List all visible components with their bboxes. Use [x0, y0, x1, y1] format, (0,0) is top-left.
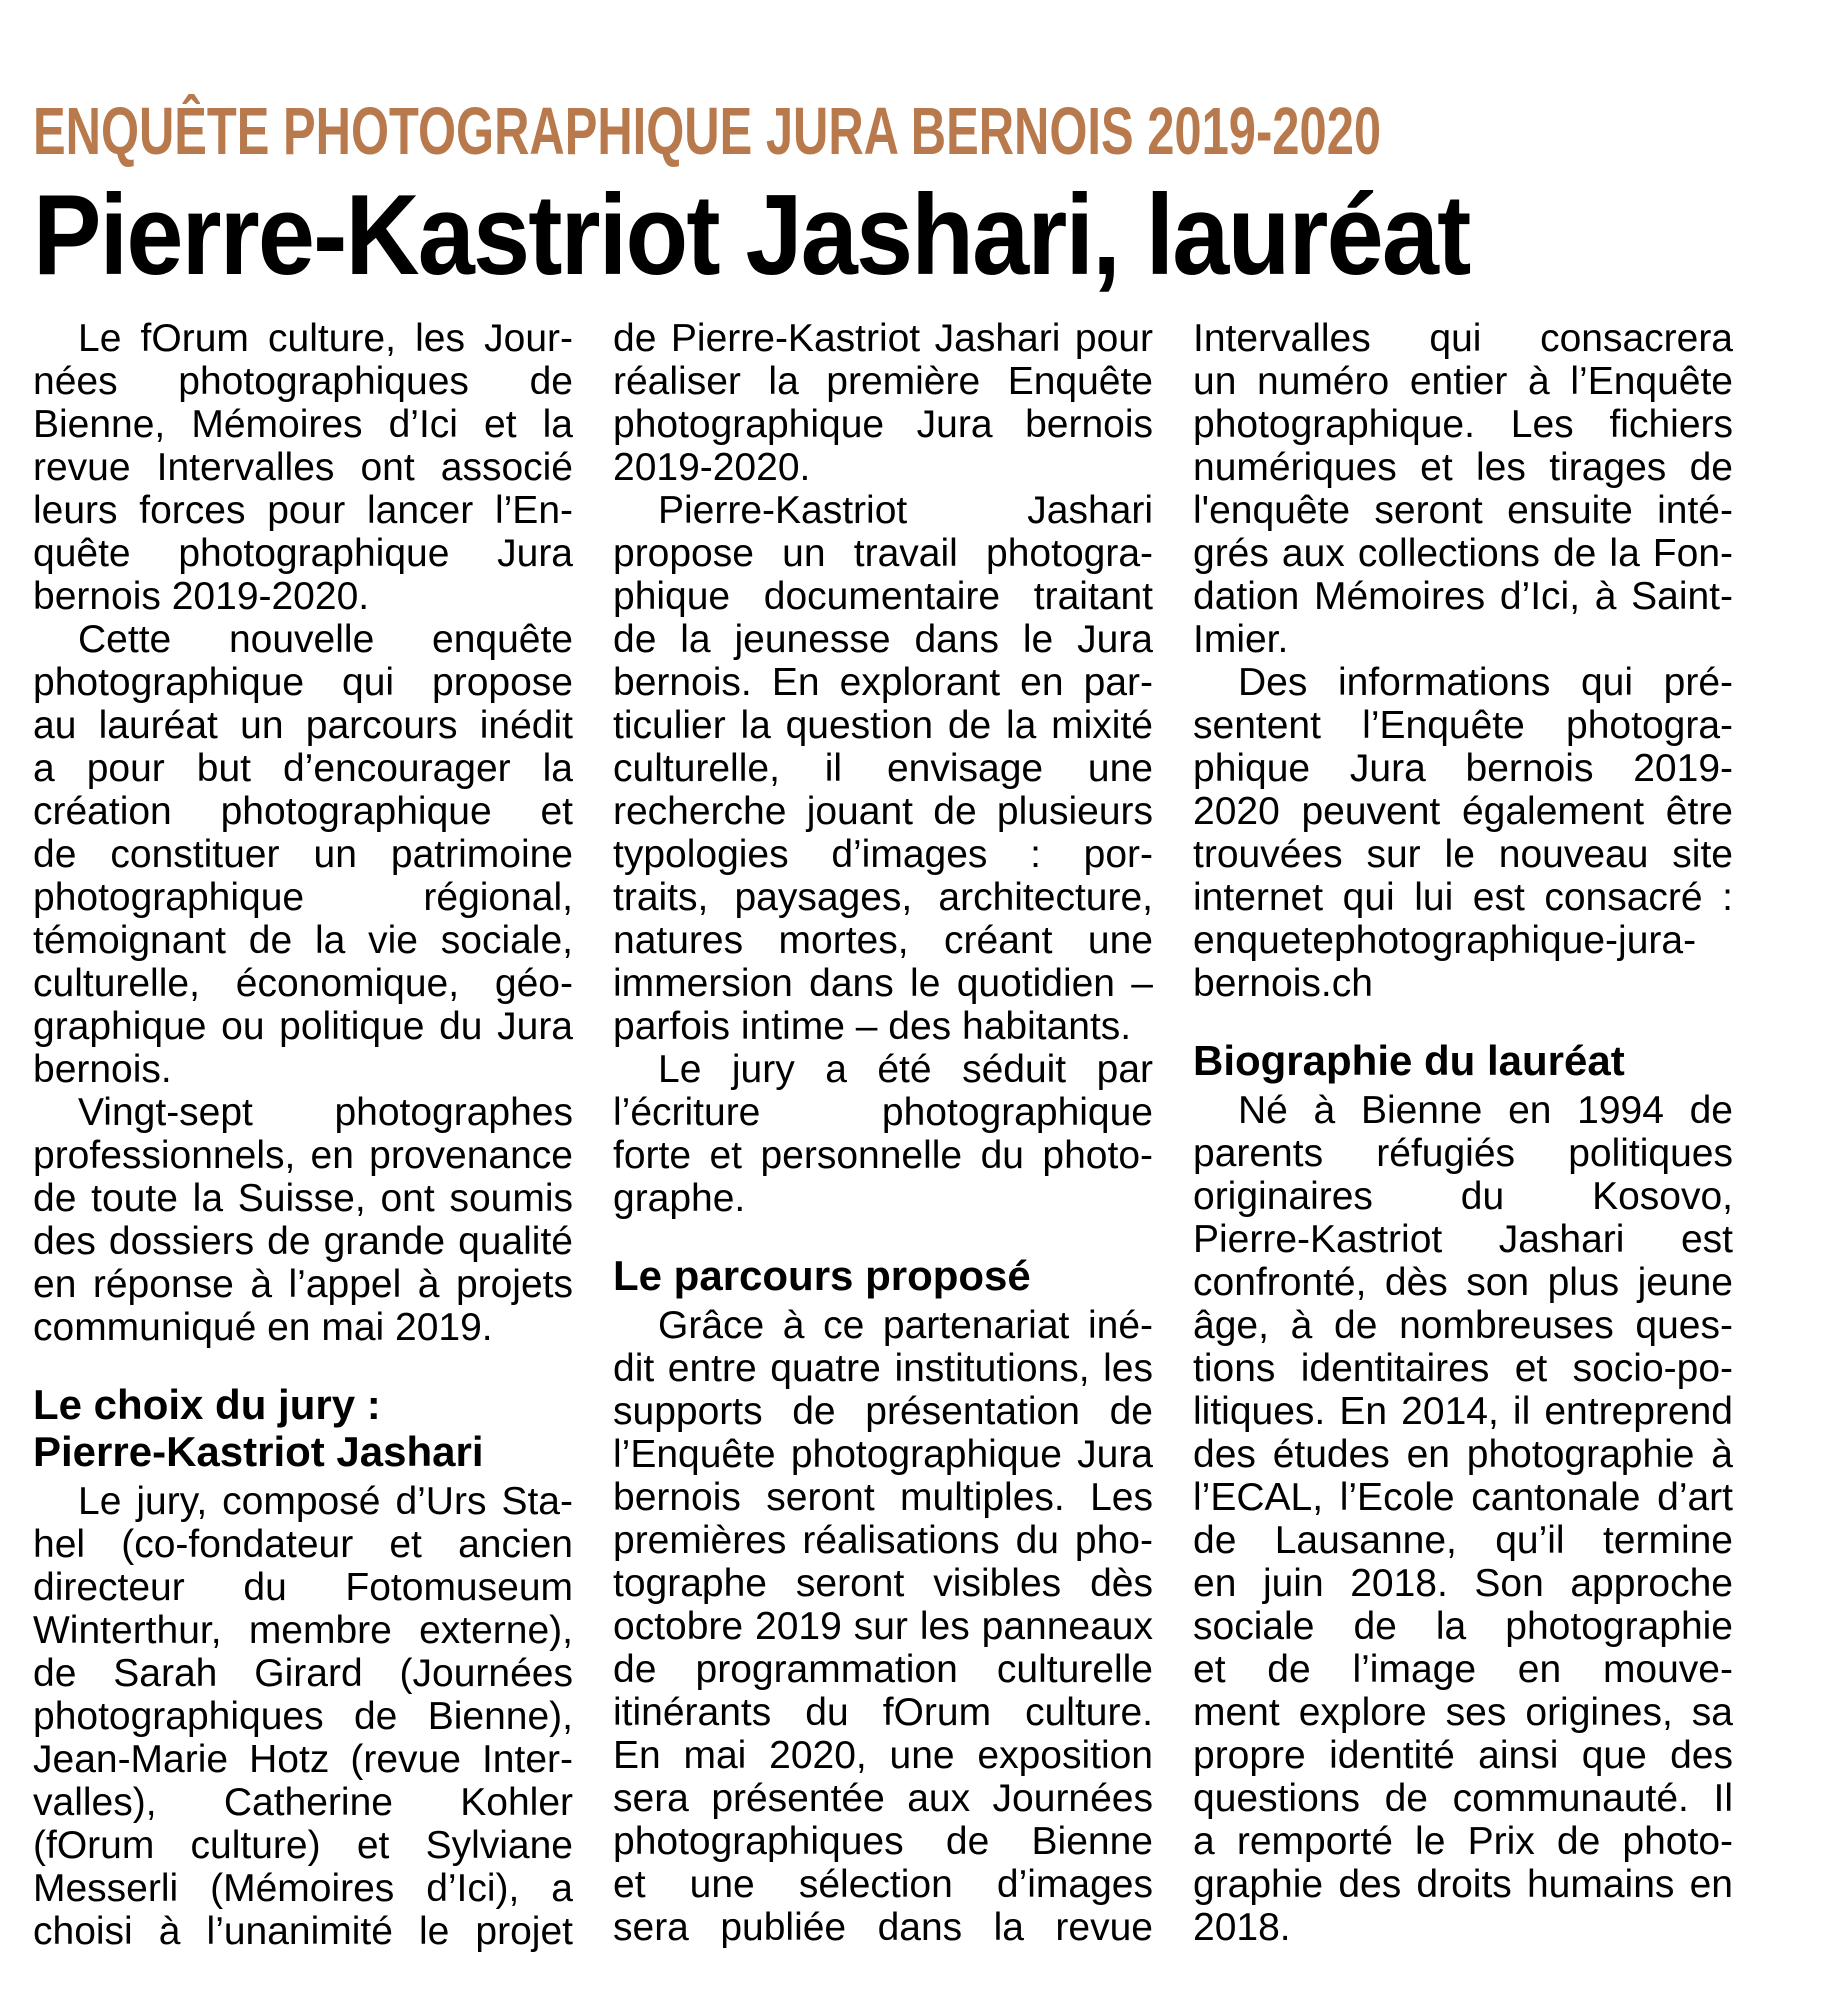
text-line: sera publiée dans la revue [613, 1906, 1153, 1949]
text-line: nées photographiques de [33, 360, 573, 403]
text-line: confronté, dès son plus jeune [1193, 1261, 1733, 1304]
text-line: Né à Bienne en 1994 de [1238, 1089, 1733, 1132]
text-line: 2018. [1193, 1906, 1291, 1949]
paragraph [1193, 661, 1733, 1005]
text-line: propre identité ainsi que des [1193, 1734, 1733, 1777]
text-line: photographiques de Bienne), [33, 1695, 573, 1738]
paragraph [613, 317, 1153, 489]
text-line: et de l’image en mouve- [1193, 1648, 1733, 1691]
text-line: sentent l’Enquête photogra- [1193, 704, 1733, 747]
text-line: revue Intervalles ont associé [33, 446, 573, 489]
text-line: a pour but d’encourager la [33, 747, 573, 790]
kicker-text: ENQUÊTE PHOTOGRAPHIQUE JURA BERNOIS 2019-2020 [33, 94, 1382, 169]
text-line: dation Mémoires d’Ici, à Saint- [1193, 575, 1733, 618]
text-line: Biographie du lauréat [1193, 1037, 1625, 1084]
text-line: graphe. [613, 1177, 746, 1220]
text-line: au lauréat un parcours inédit [33, 704, 573, 747]
text-line: culturelle, économique, géo- [33, 962, 573, 1005]
text-line: Le fOrum culture, les Jour- [78, 317, 573, 360]
text-line: graphique ou politique du Jura [33, 1005, 573, 1048]
section-subhead [33, 1381, 573, 1475]
text-line: enquetephotographique-jura- [1193, 919, 1697, 962]
text-line: quête photographique Jura [33, 532, 573, 575]
text-line: propose un travail photogra- [613, 532, 1153, 575]
text-line: en réponse à l’appel à projets [33, 1263, 573, 1306]
text-line: de Lausanne, qu’il termine [1193, 1519, 1733, 1562]
text-line: bernois.ch [1193, 962, 1373, 1005]
text-line: Jean-Marie Hotz (revue Inter- [33, 1738, 573, 1781]
text-line: phique Jura bernois 2019- [1193, 747, 1733, 790]
paragraph [33, 618, 573, 1091]
text-line: Bienne, Mémoires d’Ici et la [33, 403, 573, 446]
text-line: choisi à l’unanimité le projet [33, 1910, 573, 1953]
text-line: l'enquête seront ensuite inté- [1193, 489, 1733, 532]
text-line: de programmation culturelle [613, 1648, 1153, 1691]
text-line: natures mortes, créant une [613, 919, 1153, 962]
text-line: originaires du Kosovo, [1193, 1175, 1733, 1218]
text-line: l’Enquête photographique Jura [613, 1433, 1153, 1476]
text-line: 2020 peuvent également être [1193, 790, 1733, 833]
article-column [1193, 317, 1733, 1953]
text-line: des dossiers de grande qualité [33, 1220, 573, 1263]
headline-text: Pierre-Kastriot Jashari, lauréat [33, 172, 1470, 299]
text-line: Imier. [1193, 618, 1289, 661]
paragraph [33, 1480, 573, 1953]
text-line: forte et personnelle du photo- [613, 1134, 1153, 1177]
text-line: Pierre-Kastriot Jashari [33, 1428, 484, 1475]
text-line: photographique régional, [33, 876, 573, 919]
text-line: hel (co-fondateur et ancien [33, 1523, 573, 1566]
text-line: de la jeunesse dans le Jura [613, 618, 1153, 661]
text-line: Le parcours proposé [613, 1252, 1031, 1299]
text-line: culturelle, il envisage une [613, 747, 1153, 790]
section-subhead [613, 1252, 1153, 1299]
text-line: âge, à de nombreuses ques- [1193, 1304, 1733, 1347]
paragraph [613, 1304, 1153, 1949]
text-line: immersion dans le quotidien – [613, 962, 1153, 1005]
section-subhead [1193, 1037, 1733, 1084]
text-line: En mai 2020, une exposition [613, 1734, 1153, 1777]
text-line: leurs forces pour lancer l’En- [33, 489, 573, 532]
text-line: de toute la Suisse, ont soumis [33, 1177, 573, 1220]
text-line: Grâce à ce partenariat iné- [658, 1304, 1153, 1347]
text-line: un numéro entier à l’Enquête [1193, 360, 1733, 403]
text-line: Le jury a été séduit par [658, 1048, 1153, 1091]
article-content [33, 94, 1733, 1953]
paragraph [33, 317, 573, 618]
text-line: Le jury, composé d’Urs Sta- [78, 1480, 573, 1523]
text-line: l’écriture photographique [613, 1091, 1153, 1134]
text-line: premières réalisations du pho- [613, 1519, 1153, 1562]
text-line: octobre 2019 sur les panneaux [613, 1605, 1153, 1648]
text-line: bernois seront multiples. Les [613, 1476, 1153, 1519]
text-line: photographique qui propose [33, 661, 573, 704]
text-line: photographique Jura bernois [613, 403, 1153, 446]
text-line: numériques et les tirages de [1193, 446, 1733, 489]
text-line: photographique. Les fichiers [1193, 403, 1733, 446]
text-line: témoignant de la vie sociale, [33, 919, 573, 962]
text-line: de Sarah Girard (Journées [33, 1652, 573, 1695]
text-line: création photographique et [33, 790, 573, 833]
text-line: supports de présentation de [613, 1390, 1153, 1433]
text-line: réaliser la première Enquête [613, 360, 1153, 403]
paragraph [613, 1048, 1153, 1220]
text-line: ticulier la question de la mixité [613, 704, 1153, 747]
text-line: Winterthur, membre externe), [33, 1609, 573, 1652]
text-line: grés aux collections de la Fon- [1193, 532, 1733, 575]
text-line: bernois. En explorant en par- [613, 661, 1153, 704]
text-line: traits, paysages, architecture, [613, 876, 1153, 919]
text-line: internet qui lui est consacré : [1193, 876, 1733, 919]
text-line: tographe seront visibles dès [613, 1562, 1153, 1605]
text-line: Vingt-sept photographes [78, 1091, 573, 1134]
text-line: Pierre-Kastriot Jashari [658, 489, 1153, 532]
text-line: Messerli (Mémoires d’Ici), a [33, 1867, 573, 1910]
text-line: 2019-2020. [613, 446, 811, 489]
paragraph [33, 1091, 573, 1349]
paragraph [1193, 317, 1733, 661]
text-line: de Pierre-Kastriot Jashari pour [613, 317, 1153, 360]
text-line: parents réfugiés politiques [1193, 1132, 1733, 1175]
text-line: questions de communauté. Il [1193, 1777, 1733, 1820]
text-line: bernois. [33, 1048, 172, 1091]
paragraph [613, 489, 1153, 1048]
text-line: sociale de la photographie [1193, 1605, 1733, 1648]
text-line: directeur du Fotomuseum [33, 1566, 573, 1609]
kicker [33, 94, 1733, 169]
text-line: communiqué en mai 2019. [33, 1306, 493, 1349]
text-line: tions identitaires et socio-po- [1193, 1347, 1733, 1390]
text-line: trouvées sur le nouveau site [1193, 833, 1733, 876]
text-line: (fOrum culture) et Sylviane [33, 1824, 573, 1867]
article-column [613, 317, 1153, 1953]
text-line: et une sélection d’images [613, 1863, 1153, 1906]
text-line: des études en photographie à [1193, 1433, 1733, 1476]
text-line: a remporté le Prix de photo- [1193, 1820, 1733, 1863]
text-line: valles), Catherine Kohler [33, 1781, 573, 1824]
text-line: recherche jouant de plusieurs [613, 790, 1153, 833]
text-line: photographiques de Bienne [613, 1820, 1153, 1863]
text-line: litiques. En 2014, il entreprend [1193, 1390, 1733, 1433]
text-line: de constituer un patrimoine [33, 833, 573, 876]
text-line: Des informations qui pré- [1238, 661, 1733, 704]
article-columns [33, 317, 1733, 1953]
text-line: Intervalles qui consacrera [1193, 317, 1733, 360]
paragraph [1193, 1089, 1733, 1949]
text-line: itinérants du fOrum culture. [613, 1691, 1153, 1734]
article-column [33, 317, 573, 1953]
text-line: bernois 2019-2020. [33, 575, 370, 618]
text-line: Pierre-Kastriot Jashari est [1193, 1218, 1733, 1261]
text-line: Le choix du jury : [33, 1381, 381, 1428]
text-line: phique documentaire traitant [613, 575, 1153, 618]
text-line: l’ECAL, l’Ecole cantonale d’art [1193, 1476, 1733, 1519]
text-line: parfois intime – des habitants. [613, 1005, 1132, 1048]
text-line: en juin 2018. Son approche [1193, 1562, 1733, 1605]
text-line: sera présentée aux Journées [613, 1777, 1153, 1820]
text-line: dit entre quatre institutions, les [613, 1347, 1153, 1390]
text-line: professionnels, en provenance [33, 1134, 573, 1177]
text-line: ment explore ses origines, sa [1193, 1691, 1733, 1734]
text-line: typologies d’images : por- [613, 833, 1153, 876]
text-line: Cette nouvelle enquête [78, 618, 573, 661]
text-line: graphie des droits humains en [1193, 1863, 1733, 1906]
headline [33, 172, 1733, 299]
